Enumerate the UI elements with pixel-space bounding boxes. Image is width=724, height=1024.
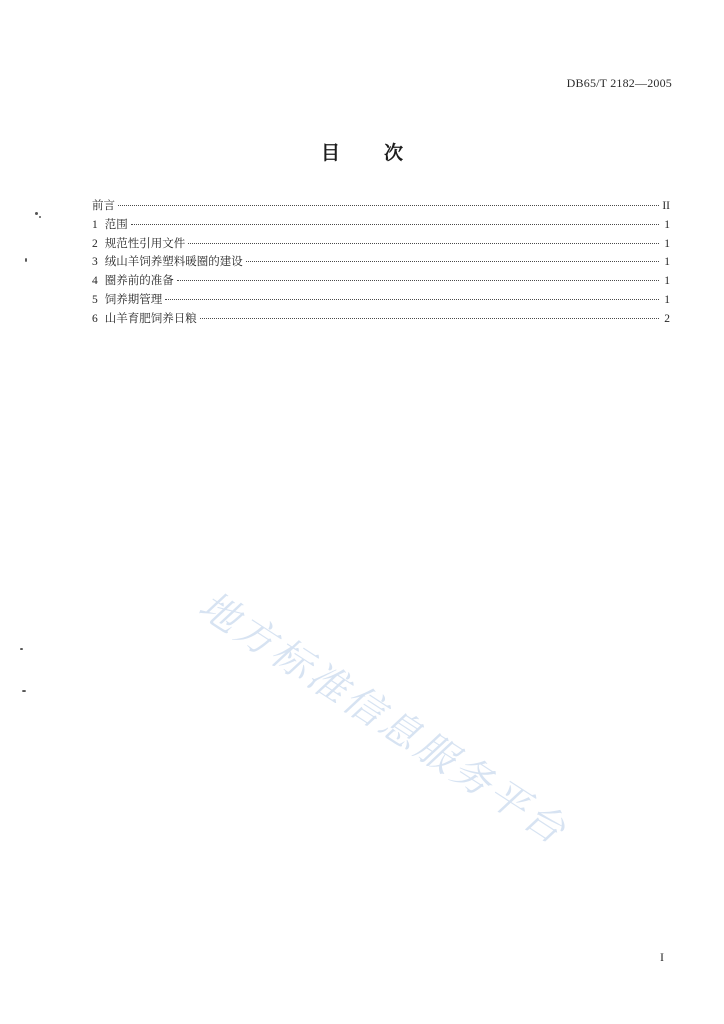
toc-entry-scope[interactable] <box>92 215 670 234</box>
toc-entry-foreword[interactable] <box>92 196 670 215</box>
dot-leader <box>200 318 659 319</box>
toc-entry-page: II <box>662 200 670 212</box>
toc-entry-number: 4 <box>92 275 98 288</box>
page-number: I <box>660 950 664 964</box>
toc-entry-page: 1 <box>664 293 670 306</box>
toc-entry-text: 圈养前的准备 <box>104 273 174 288</box>
toc-entry-label <box>92 234 185 254</box>
dot-leader <box>188 243 659 244</box>
toc-entry-page: 2 <box>664 312 670 325</box>
toc-entry-number: 1 <box>92 218 98 231</box>
toc-entry-page: 1 <box>664 256 670 269</box>
toc-entry-label <box>92 215 128 235</box>
toc-entry-preparation[interactable] <box>92 271 670 290</box>
dot-leader <box>118 205 659 206</box>
toc-title-part1: 目 <box>320 142 340 164</box>
toc-entry-text: 范围 <box>104 216 128 231</box>
standard-code: DB65/T 2182—2005 <box>566 76 672 90</box>
dot-leader <box>177 280 659 281</box>
toc-entry-text: 绒山羊饲养塑料暖圈的建设 <box>104 254 243 269</box>
toc-entry-label <box>92 290 162 310</box>
scan-speck <box>20 648 23 650</box>
toc-entry-number: 3 <box>92 256 98 269</box>
toc-entry-page: 1 <box>664 218 670 231</box>
dot-leader <box>165 299 659 300</box>
dot-leader <box>246 261 659 262</box>
toc-entry-text: 饲养期管理 <box>104 291 163 306</box>
toc-entry-label <box>92 309 197 329</box>
toc-entry-page: 1 <box>664 275 670 288</box>
toc-entry-greenhouse-construction[interactable] <box>92 252 670 271</box>
toc-entry-number: 2 <box>92 237 98 250</box>
scan-speck <box>39 216 41 218</box>
toc-entry-fattening-ration[interactable] <box>92 309 670 328</box>
toc-entry-page: 1 <box>664 237 670 250</box>
toc-entry-label <box>92 252 243 272</box>
toc-entry-label <box>92 271 174 291</box>
toc-title <box>0 138 724 165</box>
toc-entry-text: 规范性引用文件 <box>104 235 186 250</box>
toc-title-part2: 次 <box>384 142 404 164</box>
watermark: 地方标准信息服务平台 <box>190 582 576 855</box>
toc-list <box>92 196 670 328</box>
toc-entry-text: 山羊育肥饲养日粮 <box>104 310 197 325</box>
scan-speck <box>22 690 26 692</box>
dot-leader <box>131 224 659 225</box>
toc-entry-normative-references[interactable] <box>92 234 670 253</box>
toc-entry-label: 前言 <box>92 198 115 212</box>
toc-entry-number: 6 <box>92 312 98 325</box>
scan-speck <box>25 258 27 262</box>
toc-entry-feeding-management[interactable] <box>92 290 670 309</box>
toc-entry-number: 5 <box>92 293 98 306</box>
scan-speck <box>35 212 38 215</box>
